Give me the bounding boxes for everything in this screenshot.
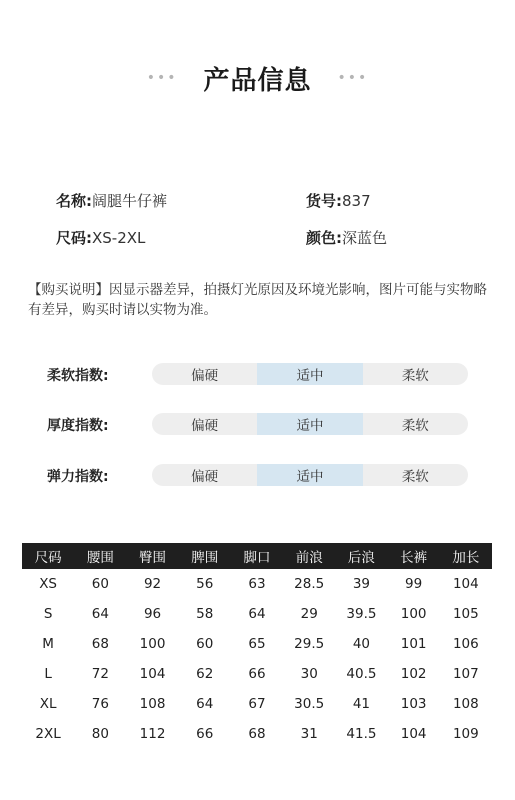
meter-option: 柔软 bbox=[401, 368, 429, 384]
table-cell: 68 bbox=[91, 636, 109, 652]
meter-bar bbox=[152, 363, 468, 385]
table-header-cell: 臀围 bbox=[139, 550, 167, 566]
table-cell: 39.5 bbox=[346, 606, 377, 622]
size-table-header bbox=[22, 543, 492, 569]
table-cell: 66 bbox=[248, 666, 266, 682]
size-table bbox=[22, 543, 492, 749]
table-cell: 63 bbox=[248, 576, 266, 592]
page-header bbox=[0, 58, 515, 98]
size-value: XS-2XL bbox=[92, 229, 146, 247]
table-cell: 60 bbox=[196, 636, 214, 652]
title-dots-left: ••• bbox=[146, 70, 178, 86]
meter-option: 适中 bbox=[257, 363, 362, 385]
table-cell: 100 bbox=[400, 606, 427, 622]
table-row bbox=[22, 569, 492, 599]
table-cell: 66 bbox=[196, 726, 214, 742]
table-cell: 72 bbox=[91, 666, 109, 682]
purchase-note: 【购买说明】因显示器差异，拍摄灯光原因及环境光影响，图片可能与实物略有差异，购买时请以实物为准。 bbox=[28, 282, 487, 318]
name-value: 阔腿牛仔裤 bbox=[92, 192, 168, 210]
table-cell: 39 bbox=[352, 576, 371, 592]
color-label: 颜色: bbox=[306, 229, 342, 247]
table-cell: 107 bbox=[452, 666, 479, 682]
table-header-cell: 加长 bbox=[452, 550, 480, 566]
table-cell: 104 bbox=[139, 666, 166, 682]
table-cell: 64 bbox=[91, 606, 109, 622]
table-header-cell: 脚口 bbox=[243, 550, 271, 566]
table-cell: 67 bbox=[248, 696, 266, 712]
table-cell: 40.5 bbox=[346, 666, 377, 682]
table-cell: 31 bbox=[300, 726, 318, 742]
meter-option: 柔软 bbox=[401, 469, 429, 485]
table-header-cell: 脾围 bbox=[191, 550, 219, 566]
table-cell: 108 bbox=[452, 696, 479, 712]
table-cell: 62 bbox=[196, 666, 214, 682]
table-cell: 99 bbox=[405, 576, 423, 592]
table-cell: 60 bbox=[91, 576, 109, 592]
info-sku bbox=[306, 190, 371, 211]
meter-label: 厚度指数: bbox=[47, 418, 109, 434]
table-header-cell: 长裤 bbox=[400, 550, 428, 566]
meter-bar bbox=[152, 464, 468, 486]
table-cell: 28.5 bbox=[294, 576, 325, 592]
table-cell: 65 bbox=[248, 636, 266, 652]
table-cell: M bbox=[42, 636, 54, 652]
size-label: 尺码: bbox=[56, 229, 92, 247]
table-header-cell: 尺码 bbox=[34, 550, 62, 566]
table-cell: 29 bbox=[300, 606, 318, 622]
table-cell: 41 bbox=[352, 696, 371, 712]
table-cell: 40 bbox=[352, 636, 371, 652]
sku-value: 837 bbox=[342, 192, 371, 210]
meter-option: 适中 bbox=[257, 413, 362, 435]
page-title: 产品信息 bbox=[203, 65, 312, 96]
meter-option: 适中 bbox=[257, 464, 362, 486]
table-cell: XL bbox=[39, 696, 57, 712]
meter-bar bbox=[152, 413, 468, 435]
table-cell: 80 bbox=[91, 726, 109, 742]
table-row bbox=[22, 689, 492, 719]
table-cell: 92 bbox=[143, 576, 162, 592]
table-cell: 56 bbox=[196, 576, 214, 592]
table-cell: 96 bbox=[143, 606, 162, 622]
meter-option: 偏硬 bbox=[191, 368, 219, 384]
title-dots-right: ••• bbox=[337, 70, 369, 86]
table-cell: 68 bbox=[248, 726, 266, 742]
meter-option: 偏硬 bbox=[191, 469, 219, 485]
table-cell: 102 bbox=[400, 666, 427, 682]
table-row bbox=[22, 659, 492, 689]
info-size bbox=[56, 227, 145, 248]
table-cell: 112 bbox=[139, 726, 166, 742]
name-label: 名称: bbox=[56, 192, 92, 210]
table-cell: 41.5 bbox=[346, 726, 377, 742]
table-cell: 105 bbox=[452, 606, 479, 622]
table-cell: 103 bbox=[400, 696, 427, 712]
table-cell: 100 bbox=[139, 636, 166, 652]
info-color bbox=[306, 227, 387, 248]
sku-label: 货号: bbox=[306, 192, 342, 210]
table-cell: 58 bbox=[196, 606, 214, 622]
table-cell: 64 bbox=[248, 606, 266, 622]
table-cell: 106 bbox=[452, 636, 479, 652]
meter-label: 弹力指数: bbox=[47, 469, 109, 485]
table-cell: 104 bbox=[452, 576, 479, 592]
table-header-cell: 后浪 bbox=[347, 550, 375, 566]
table-cell: S bbox=[43, 606, 53, 622]
meter-option: 柔软 bbox=[401, 418, 429, 434]
table-cell: 30 bbox=[300, 666, 318, 682]
table-cell: XS bbox=[39, 576, 58, 592]
table-header-cell: 腰围 bbox=[86, 550, 114, 566]
color-value: 深蓝色 bbox=[342, 229, 388, 247]
table-cell: 30.5 bbox=[294, 696, 325, 712]
table-row bbox=[22, 599, 492, 629]
table-cell: L bbox=[44, 666, 52, 682]
table-cell: 109 bbox=[452, 726, 479, 742]
info-name bbox=[56, 190, 167, 211]
table-cell: 108 bbox=[139, 696, 166, 712]
table-cell: 101 bbox=[400, 636, 427, 652]
table-cell: 2XL bbox=[35, 726, 61, 742]
table-header-cell: 前浪 bbox=[295, 550, 323, 566]
table-cell: 29.5 bbox=[294, 636, 325, 652]
table-cell: 104 bbox=[400, 726, 427, 742]
table-row bbox=[22, 719, 492, 749]
table-cell: 64 bbox=[196, 696, 214, 712]
table-row bbox=[22, 629, 492, 659]
meter-option: 偏硬 bbox=[191, 418, 219, 434]
meter-label: 柔软指数: bbox=[47, 368, 109, 384]
table-cell: 76 bbox=[91, 696, 109, 712]
